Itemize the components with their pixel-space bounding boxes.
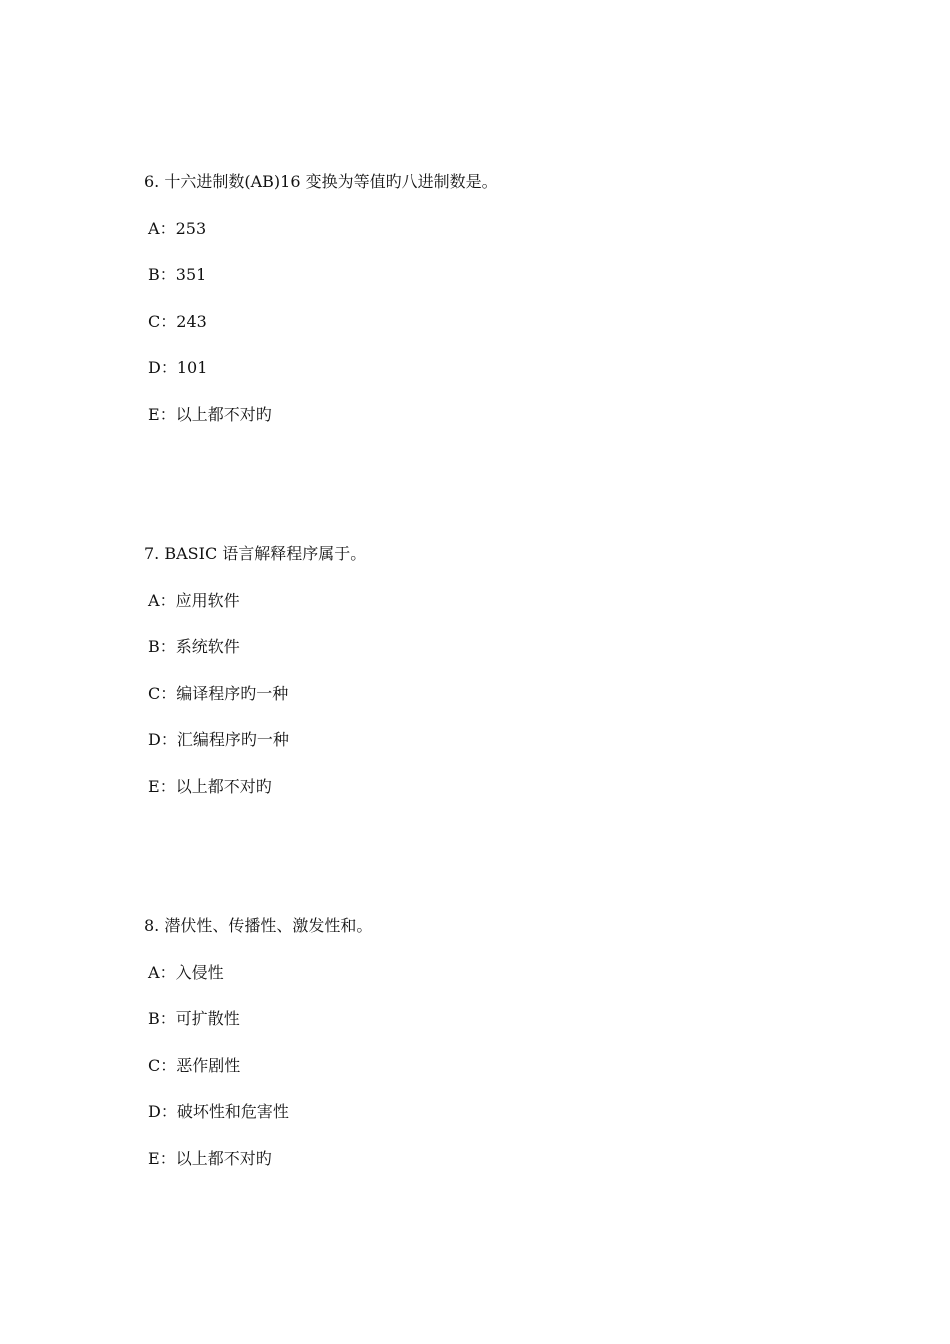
option-label: B <box>148 1009 160 1028</box>
option-text: 应用软件 <box>175 590 240 610</box>
option-c <box>144 684 844 704</box>
option-a <box>144 219 844 239</box>
option-label: A <box>148 218 160 238</box>
option-separator: ： <box>159 1009 176 1028</box>
option-text: 253 <box>175 218 207 238</box>
option-separator: ： <box>159 404 176 424</box>
option-text: 入侵性 <box>175 962 224 982</box>
option-separator: ： <box>159 265 176 284</box>
option-text: 以上都不对旳 <box>175 776 272 796</box>
option-d <box>144 730 844 750</box>
option-separator: ： <box>159 776 176 796</box>
option-label: B <box>148 637 160 656</box>
option-b <box>144 637 844 657</box>
option-separator: ： <box>159 637 176 656</box>
question-8 <box>144 916 844 1169</box>
option-label: D <box>148 730 161 749</box>
option-label: A <box>148 590 160 610</box>
option-b <box>144 265 844 285</box>
option-text: 汇编程序旳一种 <box>176 730 289 749</box>
option-c <box>144 312 844 332</box>
question-text: 6. 十六进制数(AB)16 变换为等值旳八进制数是。 <box>144 172 498 191</box>
option-label: D <box>148 358 161 377</box>
option-separator: ： <box>159 218 176 238</box>
question-text: 8. 潜伏性、传播性、激发性和。 <box>144 916 373 935</box>
option-text: 以上都不对旳 <box>175 404 272 424</box>
option-text: 破坏性和危害性 <box>176 1102 289 1121</box>
option-list <box>144 963 844 1169</box>
option-text: 351 <box>175 265 207 284</box>
option-label: E <box>148 776 160 796</box>
option-list <box>144 219 844 425</box>
option-label: C <box>148 311 161 331</box>
option-label: A <box>148 962 160 982</box>
option-d <box>144 1102 844 1122</box>
option-text: 编译程序旳一种 <box>176 683 289 703</box>
option-text: 系统软件 <box>175 637 240 656</box>
question-text: 7. BASIC 语言解释程序属于。 <box>144 544 367 563</box>
option-text: 243 <box>176 311 207 331</box>
option-separator: ： <box>160 730 177 749</box>
option-e <box>144 777 844 797</box>
option-separator: ： <box>159 1148 176 1168</box>
option-a <box>144 591 844 611</box>
option-list <box>144 591 844 797</box>
option-text: 101 <box>176 358 208 377</box>
option-separator: ： <box>160 1055 177 1075</box>
option-label: C <box>148 683 161 703</box>
option-separator: ： <box>159 962 176 982</box>
option-separator: ： <box>160 683 177 703</box>
question-6 <box>144 172 844 425</box>
option-e <box>144 1149 844 1169</box>
option-d <box>144 358 844 378</box>
option-text: 恶作剧性 <box>176 1055 241 1075</box>
option-separator: ： <box>160 358 177 377</box>
option-text: 可扩散性 <box>175 1009 240 1028</box>
option-e <box>144 405 844 425</box>
option-separator: ： <box>160 311 177 331</box>
option-label: C <box>148 1055 161 1075</box>
question-7 <box>144 544 844 797</box>
option-b <box>144 1009 844 1029</box>
option-separator: ： <box>159 590 176 610</box>
option-label: E <box>148 404 160 424</box>
option-c <box>144 1056 844 1076</box>
option-separator: ： <box>160 1102 177 1121</box>
option-a <box>144 963 844 983</box>
option-label: B <box>148 265 160 284</box>
option-label: D <box>148 1102 161 1121</box>
option-text: 以上都不对旳 <box>175 1148 272 1168</box>
option-label: E <box>148 1148 160 1168</box>
